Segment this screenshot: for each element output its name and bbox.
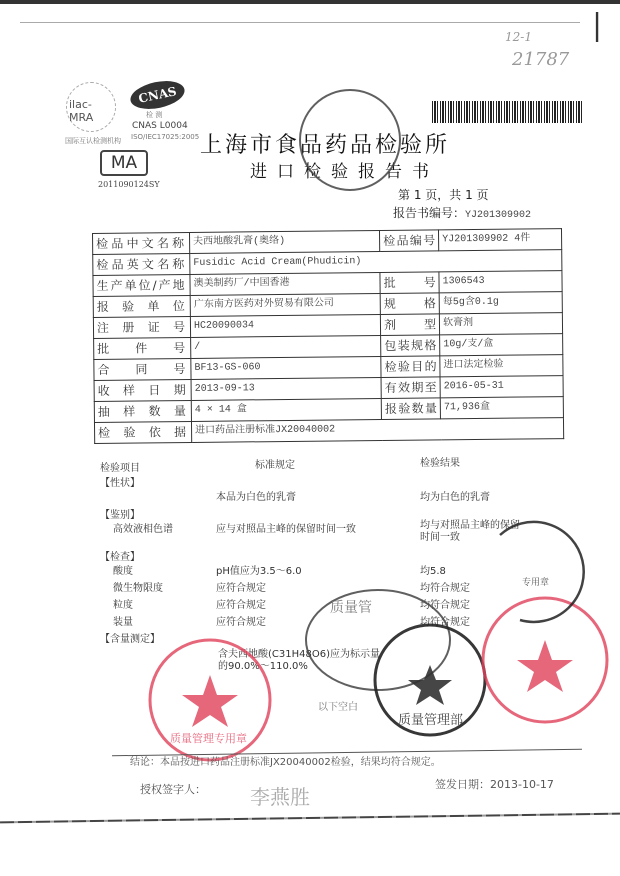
page-info: 第 1 页，共 1 页: [398, 188, 489, 202]
field-value: HC20090034: [190, 314, 380, 337]
section-title: 【性状】: [100, 478, 140, 489]
stamp-text: 质量管: [330, 600, 372, 616]
ilac-caption: 国际互认检测机构: [65, 137, 121, 145]
field-value: 4 × 14 盒: [191, 398, 381, 421]
field-label: 包装规格: [381, 335, 440, 357]
test-item: 装量: [113, 617, 133, 628]
signer-label: 授权签字人：: [140, 783, 206, 796]
test-standard: pH值应为3.5～6.0: [216, 566, 302, 577]
report-number-label: 报告书编号：: [393, 206, 466, 220]
stamp-institute: [300, 90, 400, 190]
test-standard: 应符合规定: [216, 583, 266, 594]
conclusion: 结论：本品按进口药品注册标准JX20040002检验，结果均符合规定。: [130, 757, 441, 768]
signature: 李燕胜: [250, 785, 310, 809]
field-label: 收样日期: [94, 379, 191, 401]
field-value: 夫西地酸乳膏(奥络): [190, 230, 380, 253]
stamp-text: 质量管理专用章: [170, 732, 247, 745]
cnas-iso: ISO/IEC17025:2005: [131, 133, 200, 141]
institute-title: 上海市食品药品检验所: [200, 133, 451, 158]
col-result-header: 检验结果: [420, 458, 460, 469]
stamp-guangzhou: [150, 640, 270, 760]
field-value: /: [191, 335, 381, 358]
stamp-ring: [300, 90, 400, 190]
star-icon: [517, 640, 573, 692]
test-standard: 应与对照品主峰的保留时间一致: [216, 524, 356, 535]
field-value: 71,936盒: [440, 397, 563, 419]
field-label: 有效期至: [381, 377, 440, 399]
cnas-text: CNAS: [137, 84, 178, 106]
section-title: 【含量测定】: [100, 634, 160, 645]
issue-date-label: 签发日期：: [435, 778, 490, 791]
cnas-code: CNAS L0004: [132, 121, 188, 131]
section-title: 【检查】: [100, 552, 140, 563]
field-value: 进口法定检验: [440, 355, 563, 377]
test-item: 微生物限度: [113, 583, 163, 594]
handwritten-number: 21787: [512, 49, 570, 70]
stamp-text: 质量管理部: [398, 713, 464, 728]
test-standard: 应符合规定: [216, 600, 266, 611]
field-label: 报验单位: [93, 295, 190, 317]
field-label: 检品编号: [380, 230, 439, 252]
field-value: YJ201309902 4件: [439, 229, 562, 251]
cma-code: 2011090124SY: [98, 180, 160, 189]
report-number-value: YJ201309902: [465, 210, 532, 221]
field-value: 每5g含0.1g: [439, 292, 562, 314]
field-value: 1306543: [439, 271, 562, 293]
test-item: 酸度: [113, 566, 133, 577]
cma-logo: MA: [100, 150, 148, 176]
field-label: 合同号: [94, 358, 191, 380]
field-label: 检品英文名称: [93, 253, 190, 275]
field-label: 规 格: [380, 293, 439, 315]
field-label: 抽样数量: [94, 400, 191, 422]
stamp-text: 专用章: [522, 578, 550, 588]
issue-date-value: 2013-10-17: [490, 778, 554, 791]
star-icon: [408, 665, 452, 705]
ilac-text: ilac-MRA: [69, 98, 94, 124]
test-result: 均符合规定: [420, 617, 470, 628]
section-title: 【鉴别】: [100, 510, 140, 521]
field-value: 广东南方医药对外贸易有限公司: [190, 293, 380, 316]
stamp-guangdong: [375, 625, 485, 735]
field-label: 生产单位/产地: [93, 274, 190, 296]
report-title: 进口检验报告书: [250, 162, 439, 182]
test-item: 粒度: [113, 600, 133, 611]
test-result: 均5.8: [420, 566, 446, 577]
test-result: 均符合规定: [420, 600, 470, 611]
field-label: 批件号: [94, 337, 191, 359]
test-result: 均符合规定: [420, 583, 470, 594]
test-item: 高效液相色谱: [113, 524, 173, 535]
field-value: BF13-GS-060: [191, 356, 381, 379]
field-label: 检验依据: [94, 421, 191, 443]
handwritten-note: 12-1: [505, 30, 532, 44]
col-standard-header: 标准规定: [255, 460, 295, 471]
field-value: 2013-09-13: [191, 377, 381, 400]
handwritten-mark: |: [592, 8, 603, 43]
stamp-shanghai-shanhe: [483, 598, 607, 722]
test-standard: 本品为白色的乳膏: [216, 492, 296, 503]
cnas-label: 检 测: [146, 111, 163, 119]
star-icon: [182, 675, 238, 727]
test-standard: 应符合规定: [216, 617, 266, 628]
field-value: 10g/支/盒: [440, 334, 563, 356]
field-label: 报验数量: [381, 398, 440, 420]
field-label: 剂 型: [380, 314, 439, 336]
field-label: 注册证号: [93, 316, 190, 338]
field-label: 检品中文名称: [93, 232, 190, 254]
field-label: 批 号: [380, 272, 439, 294]
blank-note: 以下空白: [318, 702, 358, 713]
test-result: 均与对照品主峰的保留时间一致: [420, 520, 520, 543]
field-value: 2016-05-31: [440, 376, 563, 398]
test-result: 均为白色的乳膏: [420, 492, 490, 503]
col-item-header: 检验项目: [100, 463, 140, 474]
field-value: 软膏剂: [439, 313, 562, 335]
field-value: Fusidic Acid Cream(Phudicin): [190, 250, 562, 275]
issue-date: [435, 778, 554, 791]
field-value: 进口药品注册标准JX20040002: [192, 418, 564, 443]
field-value: 澳美制药厂/中国香港: [190, 272, 380, 295]
test-standard: 含夫西地酸(C31H48O6)应为标示量的90.0%～110.0%: [218, 649, 380, 672]
field-label: 检验目的: [381, 356, 440, 378]
